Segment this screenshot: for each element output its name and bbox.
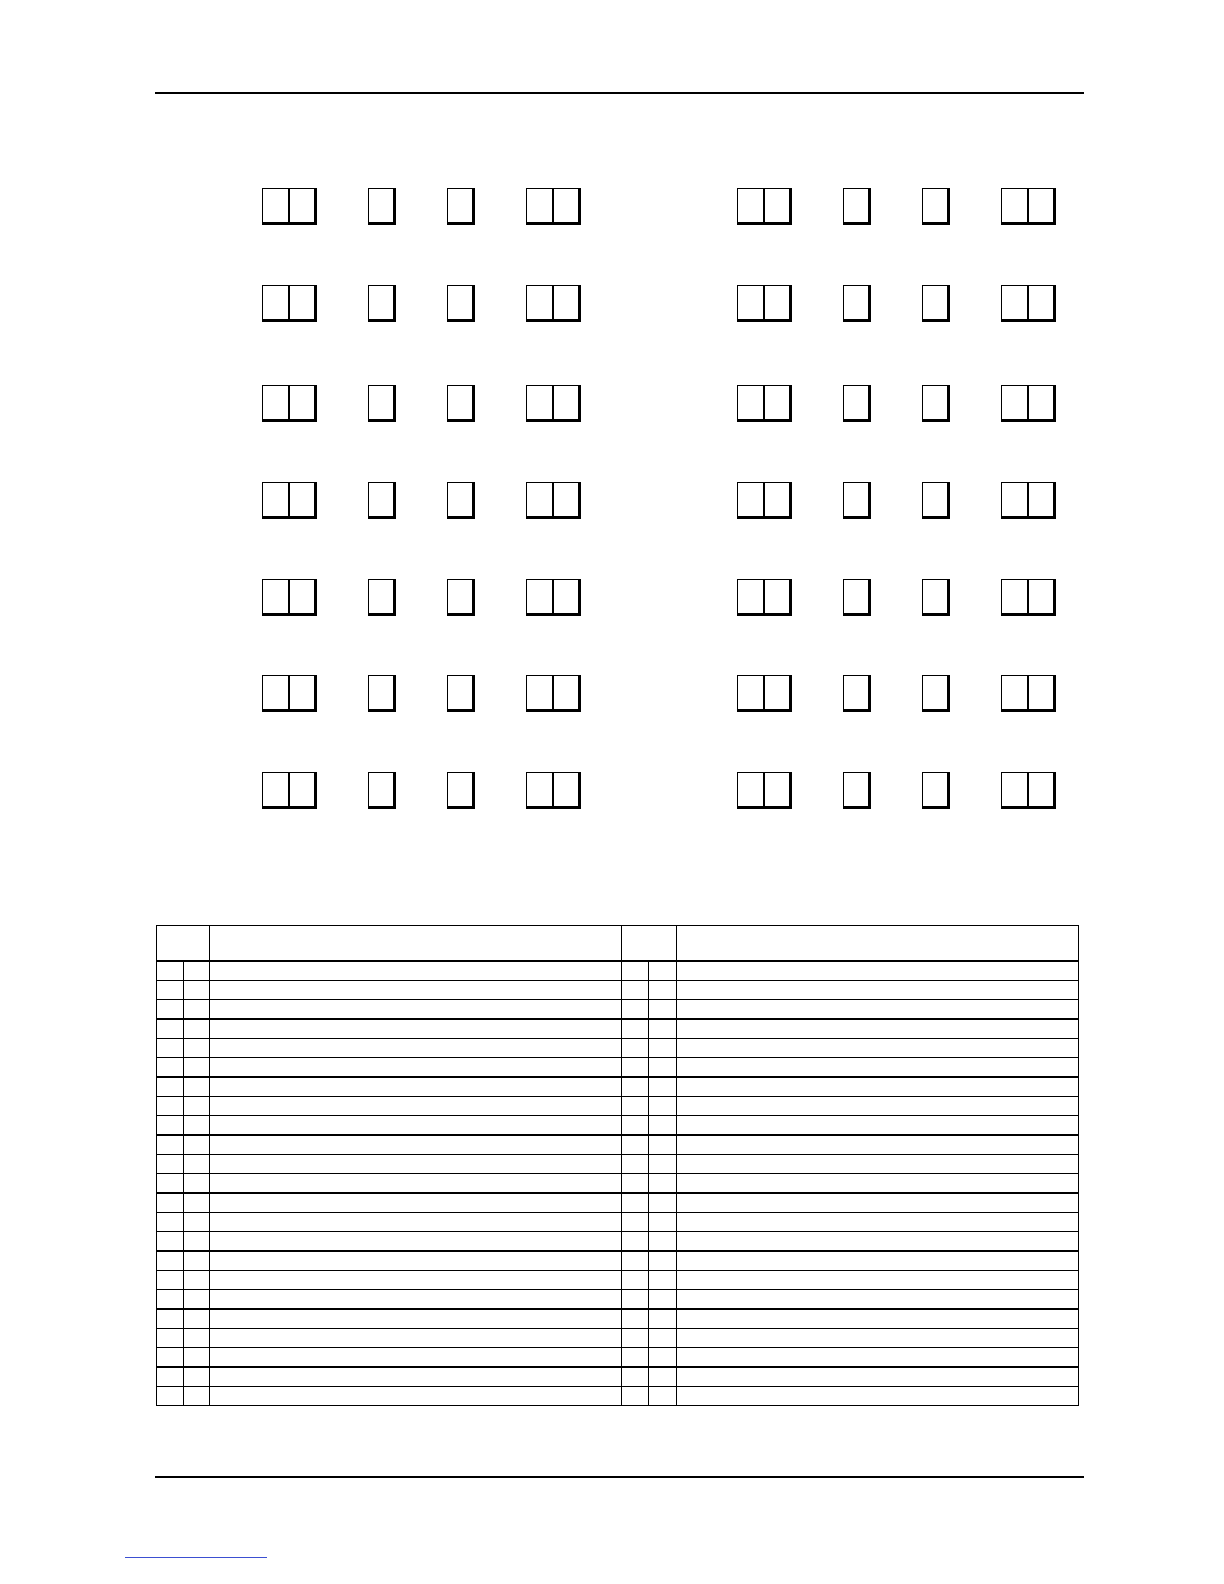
single-digit-entry-box[interactable]: [447, 772, 475, 809]
table-cell[interactable]: [649, 1213, 677, 1232]
table-row: [157, 1329, 1079, 1348]
table-row: [157, 1367, 1079, 1387]
table-cell[interactable]: [677, 981, 1079, 1000]
single-digit-entry-box[interactable]: [368, 579, 396, 616]
single-digit-entry-box[interactable]: [922, 385, 950, 422]
table-cell[interactable]: [184, 1000, 210, 1020]
table-cell[interactable]: [677, 1039, 1079, 1058]
single-digit-entry-box[interactable]: [447, 579, 475, 616]
table-cell[interactable]: [184, 1097, 210, 1116]
table-cell[interactable]: [622, 1193, 649, 1213]
table-row: [157, 1290, 1079, 1310]
entry-table: [156, 925, 1079, 1406]
table-cell[interactable]: [677, 1000, 1079, 1020]
table-cell[interactable]: [649, 1019, 677, 1039]
two-digit-entry-box[interactable]: [737, 385, 792, 422]
two-digit-entry-box[interactable]: [526, 579, 581, 616]
table-row: [157, 1097, 1079, 1116]
two-digit-entry-box[interactable]: [1001, 579, 1056, 616]
table-row: [157, 1019, 1079, 1039]
table-cell[interactable]: [649, 1329, 677, 1348]
single-digit-entry-box[interactable]: [843, 675, 871, 712]
table-cell[interactable]: [210, 1135, 622, 1155]
single-digit-entry-box[interactable]: [843, 285, 871, 322]
table-cell[interactable]: [210, 1097, 622, 1116]
table-cell[interactable]: [157, 1000, 184, 1020]
table-row: [157, 1174, 1079, 1194]
table-cell[interactable]: [622, 1213, 649, 1232]
table-cell[interactable]: [157, 1174, 184, 1194]
table-cell[interactable]: [184, 1019, 210, 1039]
table-cell[interactable]: [210, 1155, 622, 1174]
table-cell[interactable]: [157, 1309, 184, 1329]
table-cell[interactable]: [677, 961, 1079, 981]
table-cell[interactable]: [622, 1348, 649, 1368]
table-cell[interactable]: [184, 1251, 210, 1271]
table-cell[interactable]: [210, 1213, 622, 1232]
single-digit-entry-box[interactable]: [447, 285, 475, 322]
table-row: [157, 1387, 1079, 1406]
table-cell[interactable]: [622, 1387, 649, 1406]
two-digit-entry-box[interactable]: [262, 482, 317, 519]
two-digit-entry-box[interactable]: [1001, 285, 1056, 322]
two-digit-entry-box[interactable]: [262, 188, 317, 225]
table-cell[interactable]: [677, 1077, 1079, 1097]
table-row: [157, 1232, 1079, 1252]
table-cell[interactable]: [184, 1329, 210, 1348]
footer-rule: [155, 1476, 1084, 1478]
table-cell[interactable]: [210, 1039, 622, 1058]
table-cell[interactable]: [210, 1193, 622, 1213]
single-digit-entry-box[interactable]: [843, 482, 871, 519]
table-cell[interactable]: [649, 1271, 677, 1290]
single-digit-entry-box[interactable]: [922, 579, 950, 616]
table-cell[interactable]: [210, 1290, 622, 1310]
table-cell[interactable]: [184, 981, 210, 1000]
single-digit-entry-box[interactable]: [368, 385, 396, 422]
table-row: [157, 1193, 1079, 1213]
single-digit-entry-box[interactable]: [843, 385, 871, 422]
two-digit-entry-box[interactable]: [737, 482, 792, 519]
table-cell[interactable]: [649, 1367, 677, 1387]
two-digit-entry-box[interactable]: [526, 385, 581, 422]
two-digit-entry-box[interactable]: [526, 772, 581, 809]
table-cell[interactable]: [622, 1077, 649, 1097]
table-cell[interactable]: [677, 1251, 1079, 1271]
two-digit-entry-box[interactable]: [737, 675, 792, 712]
table-cell[interactable]: [677, 1174, 1079, 1194]
table-row: [157, 1077, 1079, 1097]
table-row: [157, 1348, 1079, 1368]
table-row: [157, 1000, 1079, 1020]
table-cell[interactable]: [677, 1213, 1079, 1232]
two-digit-entry-box[interactable]: [737, 285, 792, 322]
table-cell[interactable]: [157, 1097, 184, 1116]
two-digit-entry-box[interactable]: [737, 772, 792, 809]
table-row: [157, 1251, 1079, 1271]
table-cell[interactable]: [157, 1193, 184, 1213]
table-row: [157, 961, 1079, 981]
table-cell[interactable]: [649, 1039, 677, 1058]
table-header-cell: [210, 926, 622, 962]
single-digit-entry-box[interactable]: [368, 285, 396, 322]
table-row: [157, 1039, 1079, 1058]
table-cell[interactable]: [210, 1271, 622, 1290]
table-cell[interactable]: [157, 1077, 184, 1097]
two-digit-entry-box[interactable]: [1001, 482, 1056, 519]
table-cell[interactable]: [622, 1367, 649, 1387]
table-cell[interactable]: [184, 1135, 210, 1155]
table-cell[interactable]: [649, 1077, 677, 1097]
two-digit-entry-box[interactable]: [526, 675, 581, 712]
table-cell[interactable]: [677, 1097, 1079, 1116]
table-cell[interactable]: [677, 1329, 1079, 1348]
two-digit-entry-box[interactable]: [526, 188, 581, 225]
table-header-cell: [677, 926, 1079, 962]
table-cell[interactable]: [184, 1290, 210, 1310]
table-cell[interactable]: [622, 1290, 649, 1310]
two-digit-entry-box[interactable]: [1001, 675, 1056, 712]
table-row: [157, 1271, 1079, 1290]
table-cell[interactable]: [649, 1116, 677, 1136]
table-cell[interactable]: [157, 1135, 184, 1155]
table-cell[interactable]: [210, 1387, 622, 1406]
table-cell[interactable]: [649, 981, 677, 1000]
table-cell[interactable]: [649, 1097, 677, 1116]
single-digit-entry-box[interactable]: [447, 482, 475, 519]
table-cell[interactable]: [210, 981, 622, 1000]
table-cell[interactable]: [649, 1251, 677, 1271]
table-row: [157, 1058, 1079, 1078]
single-digit-entry-box[interactable]: [447, 188, 475, 225]
table-cell[interactable]: [184, 1232, 210, 1252]
table-cell[interactable]: [210, 1232, 622, 1252]
two-digit-entry-box[interactable]: [262, 385, 317, 422]
table-cell[interactable]: [157, 981, 184, 1000]
table-cell[interactable]: [157, 1387, 184, 1406]
table-cell[interactable]: [210, 1174, 622, 1194]
single-digit-entry-box[interactable]: [922, 675, 950, 712]
table-cell[interactable]: [677, 1309, 1079, 1329]
table-cell[interactable]: [622, 1039, 649, 1058]
table-cell[interactable]: [649, 1290, 677, 1310]
table-cell[interactable]: [157, 1271, 184, 1290]
two-digit-entry-box[interactable]: [737, 579, 792, 616]
table-cell[interactable]: [184, 1348, 210, 1368]
table-cell[interactable]: [649, 1135, 677, 1155]
table-cell[interactable]: [622, 1232, 649, 1252]
table-header-cell: [157, 926, 210, 962]
table-cell[interactable]: [184, 1367, 210, 1387]
two-digit-entry-box[interactable]: [1001, 385, 1056, 422]
table-cell[interactable]: [210, 1367, 622, 1387]
table-cell[interactable]: [677, 1116, 1079, 1136]
table-cell[interactable]: [157, 1058, 184, 1078]
table-cell[interactable]: [649, 1058, 677, 1078]
table-cell[interactable]: [210, 1348, 622, 1368]
table-cell[interactable]: [622, 1116, 649, 1136]
table-cell[interactable]: [184, 1058, 210, 1078]
table-cell[interactable]: [649, 1387, 677, 1406]
table-cell[interactable]: [677, 1135, 1079, 1155]
table-cell[interactable]: [210, 961, 622, 981]
table-cell[interactable]: [677, 1367, 1079, 1387]
table-cell[interactable]: [157, 1251, 184, 1271]
table-cell[interactable]: [210, 1329, 622, 1348]
table-cell[interactable]: [210, 1000, 622, 1020]
two-digit-entry-box[interactable]: [262, 285, 317, 322]
single-digit-entry-box[interactable]: [843, 579, 871, 616]
single-digit-entry-box[interactable]: [368, 772, 396, 809]
table-cell[interactable]: [622, 1058, 649, 1078]
table-cell[interactable]: [649, 961, 677, 981]
single-digit-entry-box[interactable]: [447, 675, 475, 712]
table-cell[interactable]: [622, 1000, 649, 1020]
table-cell[interactable]: [677, 1155, 1079, 1174]
table-cell[interactable]: [157, 1116, 184, 1136]
table-row: [157, 1213, 1079, 1232]
table-cell[interactable]: [622, 961, 649, 981]
table-row: [157, 1155, 1079, 1174]
table-cell[interactable]: [184, 1116, 210, 1136]
table-cell[interactable]: [157, 1213, 184, 1232]
table-cell[interactable]: [622, 1135, 649, 1155]
table-cell[interactable]: [622, 1271, 649, 1290]
table-cell[interactable]: [622, 1329, 649, 1348]
table-cell[interactable]: [184, 1174, 210, 1194]
table-cell[interactable]: [622, 1251, 649, 1271]
table-cell[interactable]: [210, 1309, 622, 1329]
table-cell[interactable]: [184, 961, 210, 981]
table-row: [157, 981, 1079, 1000]
two-digit-entry-box[interactable]: [737, 188, 792, 225]
table-cell[interactable]: [157, 1348, 184, 1368]
single-digit-entry-box[interactable]: [843, 188, 871, 225]
table-cell[interactable]: [649, 1232, 677, 1252]
two-digit-entry-box[interactable]: [262, 675, 317, 712]
table-cell[interactable]: [677, 1193, 1079, 1213]
single-digit-entry-box[interactable]: [447, 385, 475, 422]
table-cell[interactable]: [184, 1039, 210, 1058]
table-cell[interactable]: [677, 1019, 1079, 1039]
table-header-cell: [622, 926, 677, 962]
single-digit-entry-box[interactable]: [922, 188, 950, 225]
table-cell[interactable]: [622, 1155, 649, 1174]
two-digit-entry-box[interactable]: [262, 772, 317, 809]
table-cell[interactable]: [649, 1000, 677, 1020]
table-cell[interactable]: [210, 1116, 622, 1136]
table-cell[interactable]: [157, 1329, 184, 1348]
table-cell[interactable]: [677, 1290, 1079, 1310]
table-cell[interactable]: [622, 1309, 649, 1329]
table-cell[interactable]: [649, 1155, 677, 1174]
table-cell[interactable]: [677, 1348, 1079, 1368]
table-cell[interactable]: [184, 1387, 210, 1406]
table-cell[interactable]: [184, 1309, 210, 1329]
table-cell[interactable]: [622, 981, 649, 1000]
two-digit-entry-box[interactable]: [262, 579, 317, 616]
table-cell[interactable]: [157, 1039, 184, 1058]
table-cell[interactable]: [184, 1077, 210, 1097]
table-cell[interactable]: [649, 1348, 677, 1368]
table-cell[interactable]: [622, 1174, 649, 1194]
single-digit-entry-box[interactable]: [368, 482, 396, 519]
table-row: [157, 1135, 1079, 1155]
single-digit-entry-box[interactable]: [922, 285, 950, 322]
single-digit-entry-box[interactable]: [922, 772, 950, 809]
two-digit-entry-box[interactable]: [526, 482, 581, 519]
table-cell[interactable]: [622, 1019, 649, 1039]
table-cell[interactable]: [622, 1097, 649, 1116]
table-cell[interactable]: [184, 1271, 210, 1290]
table-row: [157, 1116, 1079, 1136]
two-digit-entry-box[interactable]: [526, 285, 581, 322]
table-row: [157, 1309, 1079, 1329]
table-cell[interactable]: [677, 1271, 1079, 1290]
two-digit-entry-box[interactable]: [1001, 772, 1056, 809]
table-cell[interactable]: [210, 1251, 622, 1271]
two-digit-entry-box[interactable]: [1001, 188, 1056, 225]
table-cell[interactable]: [677, 1232, 1079, 1252]
table-cell[interactable]: [210, 1058, 622, 1078]
table-cell[interactable]: [157, 1232, 184, 1252]
table-cell[interactable]: [677, 1387, 1079, 1406]
table-cell[interactable]: [157, 1155, 184, 1174]
footnote-link-underline[interactable]: [125, 1557, 267, 1558]
table-cell[interactable]: [649, 1309, 677, 1329]
table-cell[interactable]: [649, 1193, 677, 1213]
single-digit-entry-box[interactable]: [922, 482, 950, 519]
table-cell[interactable]: [157, 1019, 184, 1039]
table-cell[interactable]: [184, 1193, 210, 1213]
table-header-row: [157, 926, 1079, 962]
table-cell[interactable]: [157, 1367, 184, 1387]
table-cell[interactable]: [677, 1058, 1079, 1078]
table-cell[interactable]: [649, 1174, 677, 1194]
table-cell[interactable]: [157, 961, 184, 981]
table-cell[interactable]: [157, 1290, 184, 1310]
single-digit-entry-box[interactable]: [368, 675, 396, 712]
table-cell[interactable]: [184, 1213, 210, 1232]
table-cell[interactable]: [210, 1077, 622, 1097]
single-digit-entry-box[interactable]: [368, 188, 396, 225]
single-digit-entry-box[interactable]: [843, 772, 871, 809]
table-cell[interactable]: [210, 1019, 622, 1039]
table-cell[interactable]: [184, 1155, 210, 1174]
